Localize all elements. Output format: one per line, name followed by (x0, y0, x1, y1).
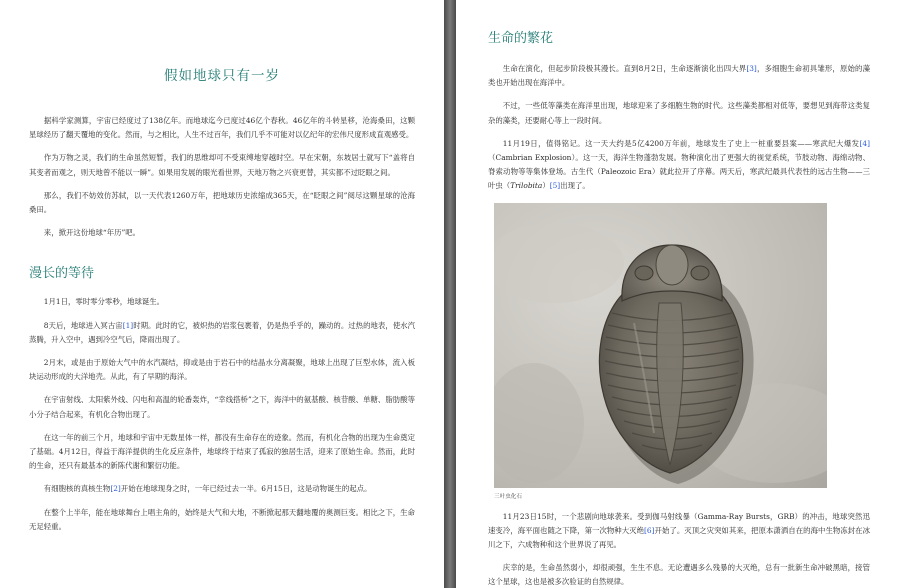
footnote-link[interactable]: [2] (110, 484, 121, 494)
left-page (0, 0, 444, 588)
bloom-paragraph-1 (488, 62, 870, 90)
bloom-paragraph-4 (488, 510, 870, 553)
book-gutter (444, 0, 456, 588)
footnote-link[interactable]: [1] (122, 320, 134, 330)
wait-paragraph-6 (29, 482, 415, 496)
footnote-link[interactable]: [5] (549, 181, 561, 191)
wait-paragraph-2 (29, 319, 415, 347)
wait-paragraph-7: 在整个上半年，能在地球舞台上唱主角的，始终是大气和大地，不断掀起那天翻地覆的奥测巨变。相比之下，生命无足轻重。 (29, 507, 415, 531)
footnote-link[interactable]: [6] (644, 525, 655, 535)
text-span: 8天后，地球进入冥古宙 (43, 320, 123, 330)
text-span: 11月19日，值得铭记。这一天大约是5亿4200万年前，地球发生了史上一桩重要县案——寒武纪大爆发 (502, 138, 860, 148)
intro-paragraph-2: 作为万物之灵，我们的生命虽然短暂，我们的思维却可不受束缚地穿越时空。早在宋朝，东坡居士就写下“盖将自其变者而观之，则天地曾不能以一瞬”。如果用发展的眼光看世界，天地万物之兴衰更替，其实都不过眨眼之间。 (29, 153, 415, 177)
text-span: （Cambrian Explosion）。这一天，海洋生物蓬勃发展。物种演化出了更强大的视觉系统，节肢动物、海绵动物、脊索动物等等集体登场。古生代（Paleozoic Era）就此拉开了序幕。两天后，寒武纪最具代表性的远古生物——三叶虫（ (488, 153, 870, 191)
text-span: 开始了。灭顶之灾突如其来，把原本潇洒自在的海中生物冻封在冰川之下，六成物种和这个世界说了再见。 (488, 525, 870, 550)
text-span: ，多细胞生命初具雏形，原始的藻类也开始出现在海洋中。 (488, 64, 870, 88)
bloom-paragraph-5: 庆幸的是，生命虽然弱小，却很顽强，生生不息。无论遭遇多么残暴的大灭绝，总有一批新生命冲破黑暗，接管这个星球，这也是被多次验证的自然规律。 (488, 563, 870, 587)
figure-caption: 三叶虫化石 (494, 493, 522, 500)
wait-paragraph-4: 在宇宙射线、太阳紫外线、闪电和高温的轮番轰炸，“幸线搭桥”之下，海洋中的氨基酸、核苷酸、单糖、脂肪酸等小分子结合起来，有机化合物出现了。 (29, 395, 415, 419)
wait-paragraph-5: 在这一年的前三个月，地球和宇宙中无数星体一样，都没有生命存在的迹象。然而，有机化合物的出现为生命奠定了基础。4月12日，得益于海洋提供的生化反应条件，地球终于结束了孤寂的独居生活，迎来了原始生命。然而，此时的生命，还只有最基本的新陈代谢和繁衍功能。 (29, 432, 415, 471)
footnote-link[interactable]: [4] (859, 138, 870, 148)
wait-paragraph-1: 1月1日，零时零分零秒，地球诞生。 (43, 297, 165, 307)
text-span: 时期。此时的它，被炽热的岩浆包裹着，仍是热乎乎的，躁动的。过热的地表，使水汽蒸腾，升入空中，遇到冷空气后，降雨出现了。 (29, 320, 415, 344)
intro-paragraph-4: 来，掀开这份地球“年历”吧。 (43, 228, 141, 238)
intro-paragraph-1: 据科学家测算，宇宙已经度过了138亿年。而地球迄今已度过46亿个春秋。46亿年的斗转星移，沧海桑田，这颗星球经历了翻天覆地的变化。然而，与之相比，人生不过百年，我们几乎不可能对以亿纪年的宏伟尺度形成直观感受。 (29, 116, 415, 140)
page-title: 假如地球只有一岁 (164, 68, 280, 84)
text-span: 开始在地球现身之时，一年已经过去一半。6月15日，这是动物诞生的起点。 (120, 484, 372, 494)
section-heading-life-bloom: 生命的繁花 (488, 31, 554, 46)
trilobite-fossil-illustration (494, 203, 827, 488)
wait-paragraph-3: 2月末，或是由于原始大气中的水汽凝结，抑或是由于岩石中的结晶水分离凝聚，地球上出现了巨型水体，流入板块运动形成的大洋地壳。从此，有了早期的海洋。 (29, 358, 415, 382)
latin-name: Trilobita (510, 181, 543, 191)
footnote-link[interactable]: [3] (746, 64, 757, 73)
text-span: 出现了。 (560, 181, 590, 191)
section-heading-long-wait: 漫长的等待 (29, 266, 95, 282)
text-span: 有细胞核的真核生物 (43, 484, 111, 494)
text-span: 11月23日15时，一个悲剧向地球袭来。受到伽马射线暴（Gamma-Ray Bursts，GRB）的冲击，地球突然迅速变冷，海平面也随之下降，第一次物种大灭绝 (488, 511, 870, 535)
bloom-paragraph-2: 不过，一些低等藻类在海洋里出现，地球迎来了多细胞生物的时代。这些藻类都相对低等，要想见到海带这类复杂的藻类，还要耐心等上一段时间。 (488, 101, 870, 125)
right-page (456, 0, 900, 588)
text-span: ） (542, 181, 550, 191)
bloom-paragraph-3 (488, 137, 870, 194)
trilobite-fossil-image (494, 203, 827, 488)
text-span: 生命在演化，但起步阶段极其漫长。直到8月2日，生命逐渐演化出四大界 (502, 64, 747, 73)
intro-paragraph-3: 那么，我们不妨效仿苏轼，以一天代表1260万年，把地球历史浓缩成365天，在“眨眼之间”阅尽这颗星球的沧海桑田。 (29, 190, 415, 215)
